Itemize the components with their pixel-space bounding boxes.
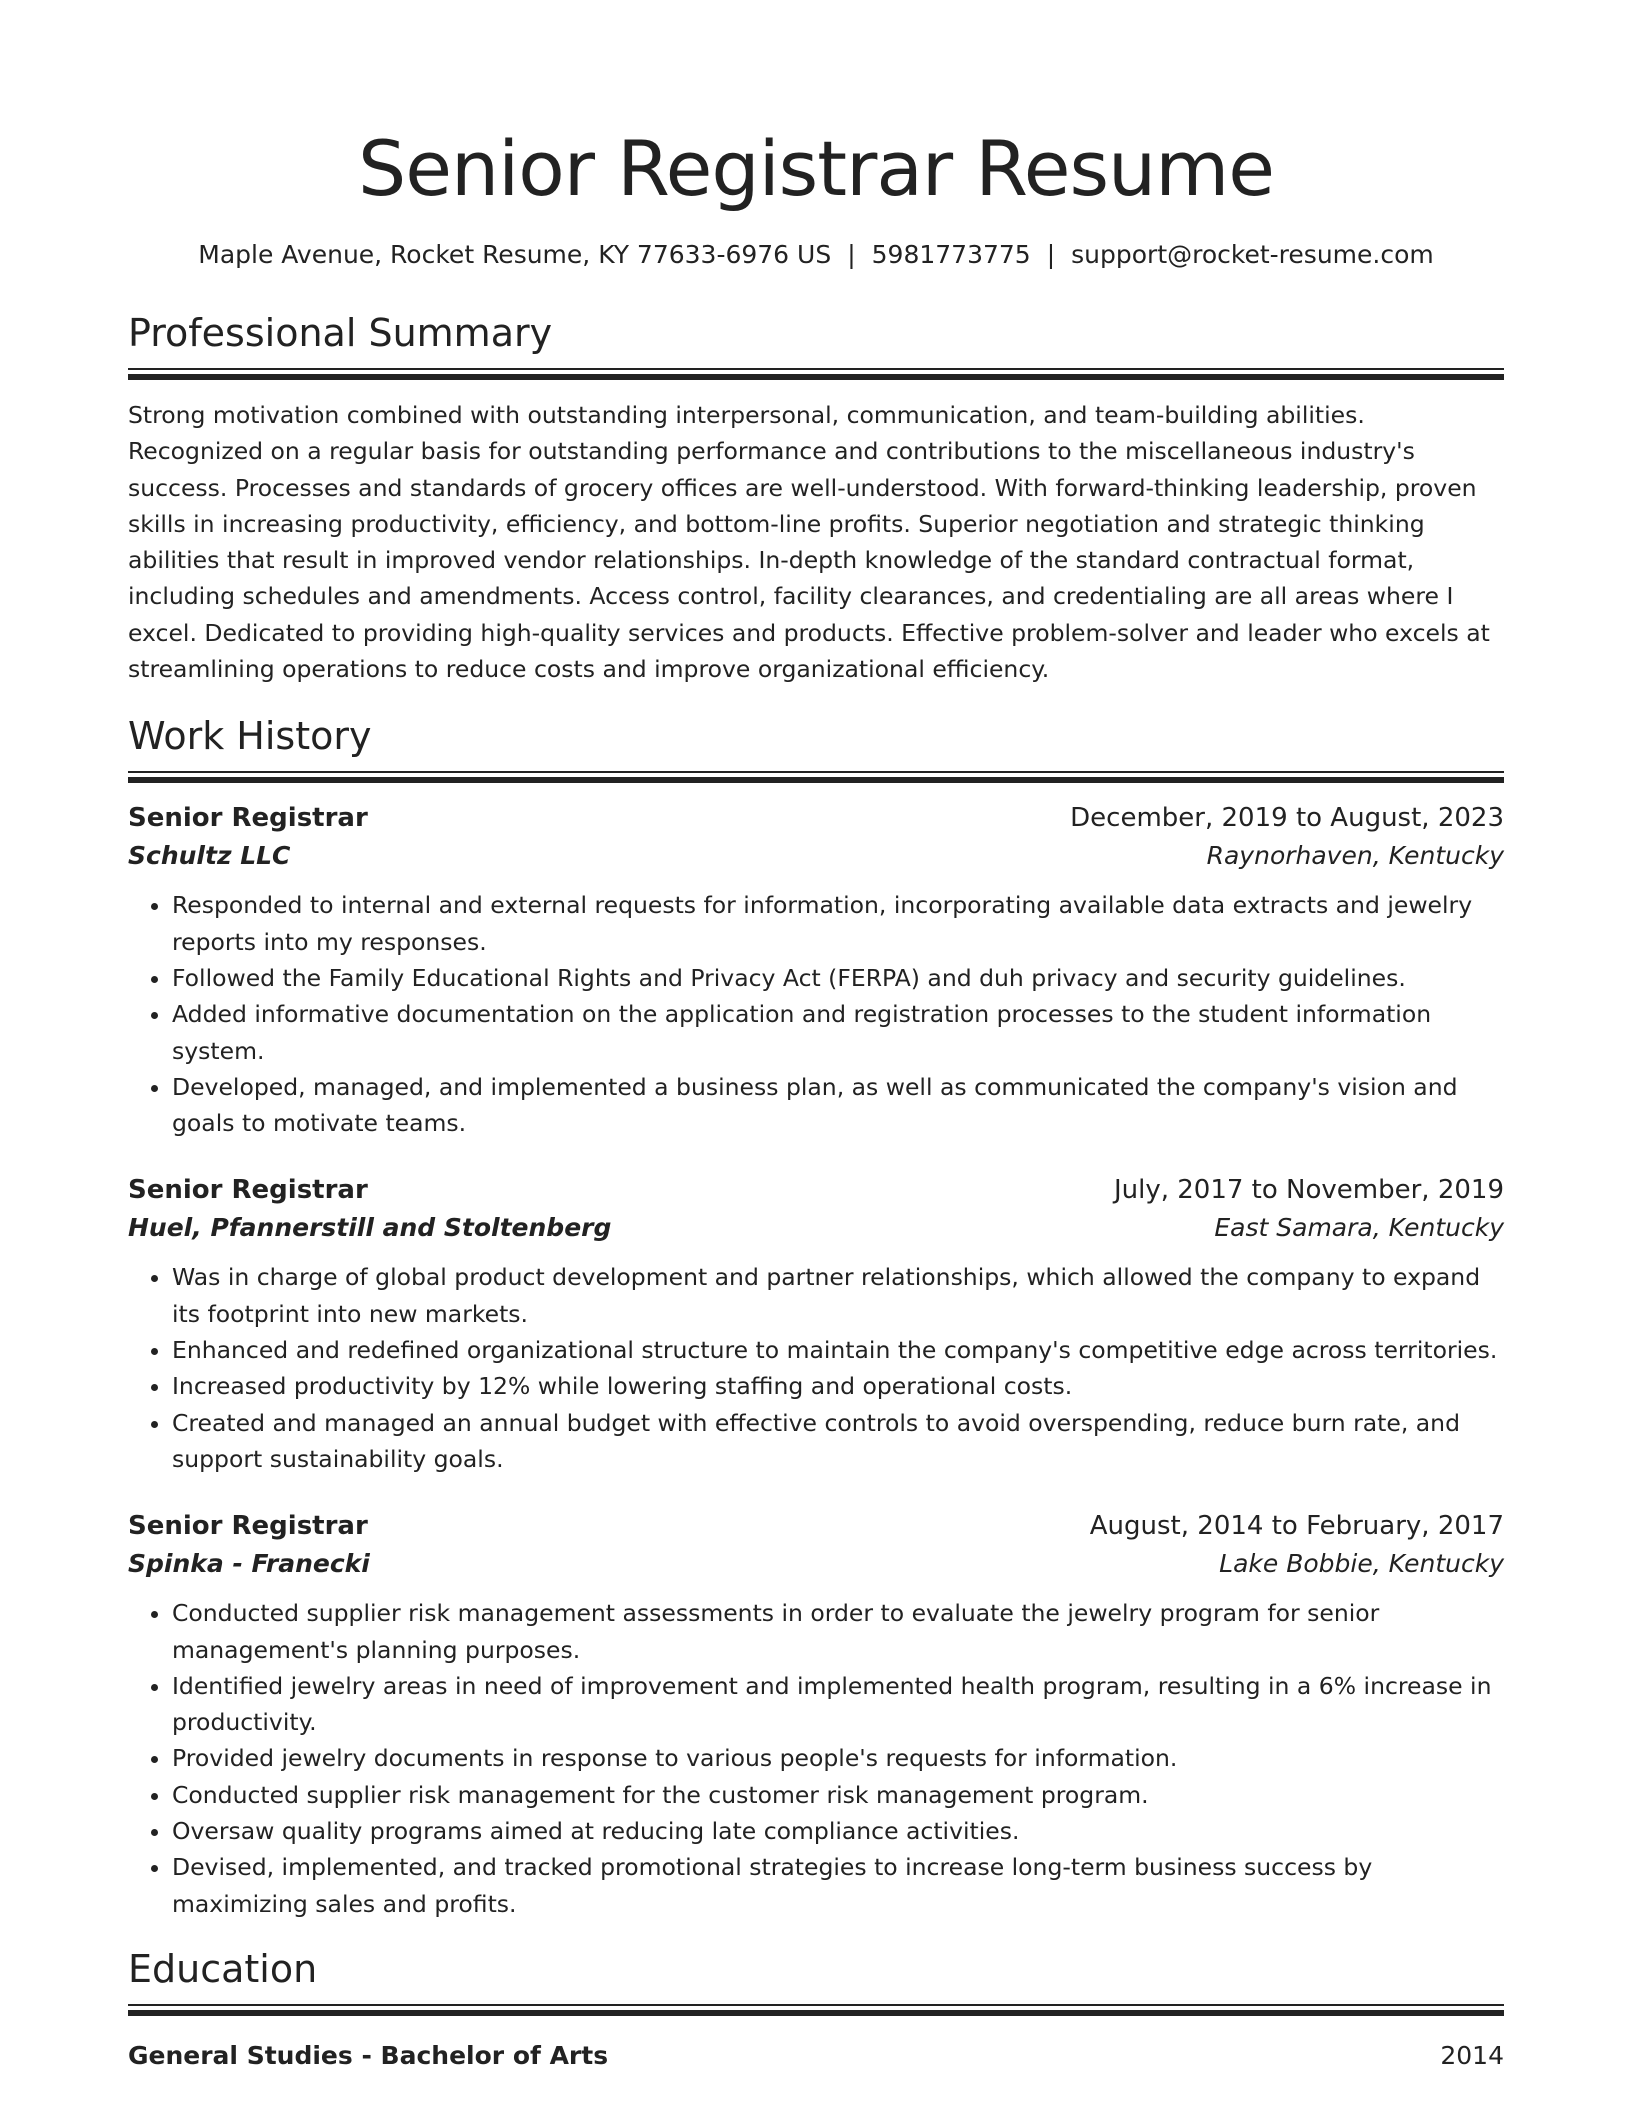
section-heading-summary: Professional Summary [128, 311, 553, 355]
job-dates: August, 2014 to February, 2017 [1089, 1511, 1504, 1542]
job-bullet-list [128, 1595, 1504, 1922]
job-bullet: • Devised, implemented, and tracked promotional strategies to increase long-term business success by maximizing sales and profits. [172, 1849, 1504, 1922]
job-dates: December, 2019 to August, 2023 [1070, 803, 1504, 834]
section-heading-education: Education [128, 1946, 318, 1991]
contact-email: support@rocket-resume.com [1071, 240, 1434, 269]
section-divider [128, 771, 1504, 783]
job-entry [128, 799, 1504, 1141]
job-company: Spinka - Franecki [128, 1549, 370, 1579]
education-degree: General Studies - Bachelor of Arts [128, 2040, 609, 2070]
job-bullet: • Increased productivity by 12% while lowering staffing and operational costs. [172, 1368, 1504, 1404]
education-section [128, 1946, 1504, 2074]
job-bullet: • Added informative documentation on the application and registration processes to the student information system. [172, 996, 1504, 1069]
job-bullet: • Was in charge of global product development and partner relationships, which allowed the company to expand its footprint into new markets. [172, 1259, 1504, 1332]
job-bullet: • Conducted supplier risk management assessments in order to evaluate the jewelry program for senior management's planning purposes. [172, 1595, 1504, 1668]
job-bullet: • Conducted supplier risk management for the customer risk management program. [172, 1777, 1504, 1813]
job-location: East Samara, Kentucky [1214, 1213, 1504, 1243]
contact-separator: | [847, 240, 856, 269]
section-heading-work-history: Work History [128, 714, 372, 759]
contact-phone: 5981773775 [871, 240, 1031, 269]
education-entry [128, 2038, 1504, 2074]
work-history-section [128, 713, 1504, 1922]
contact-address: Maple Avenue, Rocket Resume, KY 77633-6976 US [198, 240, 832, 269]
job-company: Huel, Pfannerstill and Stoltenberg [128, 1213, 612, 1243]
job-bullet: • Followed the Family Educational Rights and Privacy Act (FERPA) and duh privacy and security guidelines. [172, 960, 1504, 996]
summary-text: Strong motivation combined with outstanding interpersonal, communication, and team-building abilities. Recognized on a regular basis for outstanding performance and contributions to the miscellaneous industry's success. Processes and standards of grocery offices are well-understood. With forward-thinking leadership, proven skills in increasing productivity, efficiency, and bottom-line profits. Superior negotiation and strategic thinking abilities that result in improved vendor relationships. In-depth knowledge of the standard contractual format, including schedules and amendments. Access control, facility clearances, and credentialing are all areas where I excel. Dedicated to providing high-quality services and products. Effective problem-solver and leader who excels at streamlining operations to reduce costs and improve organizational efficiency. [128, 401, 1490, 684]
resume-page [128, 0, 1504, 2074]
job-title: Senior Registrar [128, 803, 368, 834]
job-entry [128, 1507, 1504, 1922]
job-bullet-list [128, 1259, 1504, 1477]
section-divider [128, 2004, 1504, 2016]
job-bullet-list [128, 887, 1504, 1141]
job-company: Schultz LLC [128, 841, 291, 871]
education-year: 2014 [1440, 2040, 1504, 2070]
job-title: Senior Registrar [128, 1175, 368, 1206]
resume-title: Senior Registrar Resume [357, 124, 1274, 213]
job-location: Lake Bobbie, Kentucky [1219, 1549, 1504, 1579]
job-bullet: • Provided jewelry documents in response to various people's requests for information. [172, 1740, 1504, 1776]
summary-section [128, 310, 1504, 687]
job-bullet: • Enhanced and redefined organizational structure to maintain the company's competitive edge across territories. [172, 1332, 1504, 1368]
section-divider [128, 368, 1504, 380]
contact-separator: | [1046, 240, 1056, 269]
job-bullet: • Oversaw quality programs aimed at reducing late compliance activities. [172, 1813, 1504, 1849]
job-location: Raynorhaven, Kentucky [1206, 841, 1504, 871]
job-bullet: • Identified jewelry areas in need of improvement and implemented health program, resulting in a 6% increase in productivity. [172, 1668, 1504, 1741]
job-entry [128, 1171, 1504, 1477]
job-title: Senior Registrar [128, 1511, 368, 1542]
contact-line [128, 238, 1504, 272]
job-bullet: • Developed, managed, and implemented a business plan, as well as communicated the company's vision and goals to motivate teams. [172, 1069, 1504, 1142]
job-dates: July, 2017 to November, 2019 [1113, 1175, 1504, 1206]
job-bullet: • Created and managed an annual budget with effective controls to avoid overspending, reduce burn rate, and support sustainability goals. [172, 1405, 1504, 1478]
job-bullet: • Responded to internal and external requests for information, incorporating available data extracts and jewelry reports into my responses. [172, 887, 1504, 960]
